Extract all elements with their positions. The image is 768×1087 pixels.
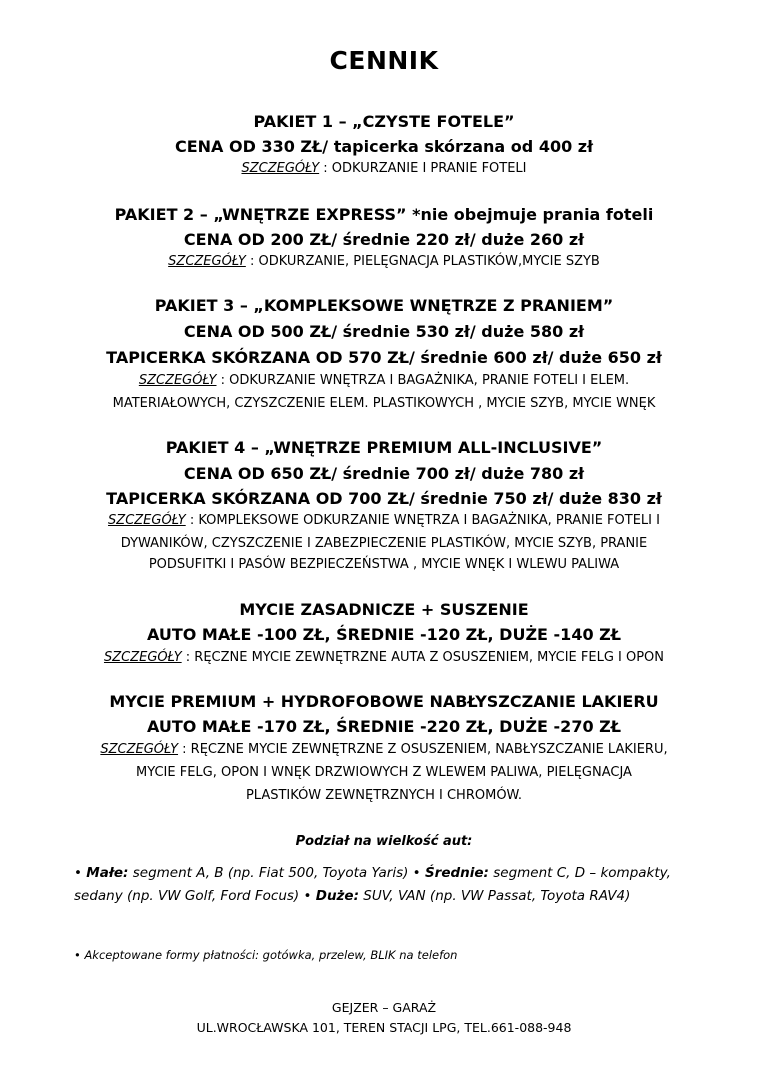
basic-wash-details [20, 650, 748, 665]
details-label: SZCZEGÓŁY [241, 161, 320, 176]
package-3-details [20, 373, 748, 388]
premium-wash-price: AUTO MAŁE -170 ZŁ, ŚREDNIE -220 ZŁ, DUŻE -270 ZŁ [146, 717, 622, 736]
details-text: : RĘCZNE MYCIE ZEWNĘTRZNE AUTA Z OSUSZENIEM, MYCIE FELG I OPON [181, 650, 665, 665]
small-label: Małe: [86, 865, 129, 881]
small-text: segment A, B (np. Fiat 500, Toyota Yaris) [128, 865, 413, 881]
premium-wash-heading: MYCIE PREMIUM + HYDROFOBOWE NABŁYSZCZANIE LAKIERU [109, 692, 659, 711]
details-label: SZCZEGÓŁY [138, 373, 217, 388]
package-3-leather-price: TAPICERKA SKÓRZANA OD 570 ZŁ/ średnie 600 zł/ duże 650 zł [106, 348, 662, 367]
package-3-heading: PAKIET 3 – „KOMPLEKSOWE WNĘTRZE Z PRANIEM” [154, 296, 614, 315]
package-4-details [20, 513, 748, 528]
package-1-price: CENA OD 330 ZŁ/ tapicerka skórzana od 400 zł [174, 137, 594, 156]
package-2-price: CENA OD 200 ZŁ/ średnie 220 zł/ duże 260 zł [183, 230, 585, 249]
package-4-price: CENA OD 650 ZŁ/ średnie 700 zł/ duże 780 zł [183, 464, 585, 483]
details-text: : ODKURZANIE I PRANIE FOTELI [319, 161, 527, 176]
medium-text: segment C, D – kompakty, sedany (np. VW Golf, Ford Focus) [74, 865, 671, 904]
medium-label: Średnie: [424, 865, 489, 881]
basic-wash-price: AUTO MAŁE -100 ZŁ, ŚREDNIE -120 ZŁ, DUŻE -140 ZŁ [146, 625, 622, 644]
details-label: SZCZEGÓŁY [103, 650, 182, 665]
package-4-heading: PAKIET 4 – „WNĘTRZE PREMIUM ALL-INCLUSIVE” [165, 438, 603, 457]
package-3-details-line-2: MATERIAŁOWYCH, CZYSZCZENIE ELEM. PLASTIKOWYCH , MYCIE SZYB, MYCIE WNĘK [112, 396, 656, 411]
details-text: : ODKURZANIE, PIELĘGNACJA PLASTIKÓW,MYCIE SZYB [245, 254, 600, 269]
large-text: SUV, VAN (np. VW Passat, Toyota RAV4) [358, 888, 631, 904]
details-label: SZCZEGÓŁY [108, 513, 186, 528]
large-label: Duże: [315, 888, 359, 904]
details-text: : ODKURZANIE WNĘTRZA I BAGAŻNIKA, PRANIE FOTELI I ELEM. [216, 373, 630, 388]
details-text: : RĘCZNE MYCIE ZEWNĘTRZNE Z OSUSZENIEM, NABŁYSZCZANIE LAKIERU, [178, 742, 668, 757]
package-1-heading: PAKIET 1 – „CZYSTE FOTELE” [253, 112, 515, 131]
footer-address: UL.WROCŁAWSKA 101, TEREN STACJI LPG, TEL.661-088-948 [196, 1020, 572, 1035]
footer-business-name: GEJZER – GARAŻ [331, 1000, 437, 1015]
package-2-heading: PAKIET 2 – „WNĘTRZE EXPRESS” *nie obejmuje prania foteli [114, 205, 654, 224]
bullet: • [412, 865, 421, 881]
package-3-price: CENA OD 500 ZŁ/ średnie 530 zł/ duże 580 zł [183, 322, 585, 341]
car-size-list [74, 862, 694, 908]
package-4-leather-price: TAPICERKA SKÓRZANA OD 700 ZŁ/ średnie 750 zł/ duże 830 zł [106, 489, 662, 508]
package-2-details [20, 254, 748, 269]
premium-wash-details-line-2: MYCIE FELG, OPON I WNĘK DRZWIOWYCH Z WLEWEM PALIWA, PIELĘGNACJA [136, 765, 632, 780]
page-title: CENNIK [329, 46, 439, 75]
basic-wash-heading: MYCIE ZASADNICZE + SUSZENIE [239, 600, 529, 619]
package-4-details-line-2: DYWANIKÓW, CZYSZCZENIE I ZABEZPIECZENIE PLASTIKÓW, MYCIE SZYB, PRANIE [120, 536, 648, 551]
details-text: : KOMPLEKSOWE ODKURZANIE WNĘTRZA I BAGAŻNIKA, PRANIE FOTELI I [185, 513, 660, 528]
details-label: SZCZEGÓŁY [100, 742, 179, 757]
package-1-details [20, 161, 748, 176]
premium-wash-details [20, 742, 748, 757]
bullet: • [303, 888, 312, 904]
package-4-details-line-3: PODSUFITKI I PASÓW BEZPIECZEŃSTWA , MYCIE WNĘK I WLEWU PALIWA [148, 557, 620, 572]
details-label: SZCZEGÓŁY [168, 254, 246, 269]
premium-wash-details-line-3: PLASTIKÓW ZEWNĘTRZNYCH I CHROMÓW. [245, 788, 523, 803]
payment-methods: • Akceptowane formy płatności: gotówka, przelew, BLIK na telefon [74, 948, 458, 962]
bullet: • [74, 865, 82, 881]
car-size-title: Podział na wielkość aut: [295, 834, 473, 849]
